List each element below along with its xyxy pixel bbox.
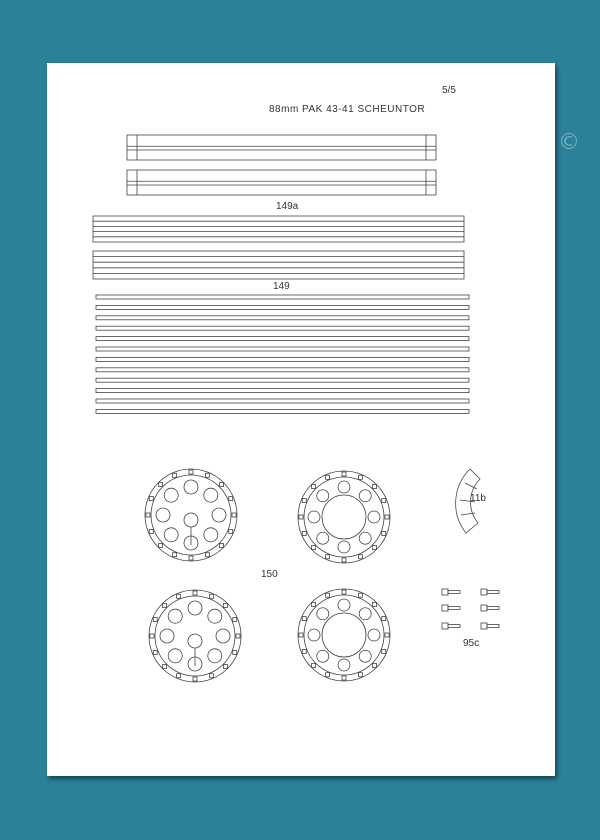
parts-drawing — [47, 63, 555, 776]
wheel-part-150-3 — [149, 590, 241, 682]
thin-strip-149 — [96, 316, 469, 320]
part-95c — [481, 623, 499, 629]
part-95c — [442, 623, 460, 629]
part-label-95c: 95c — [463, 638, 480, 649]
thin-strip-149 — [96, 347, 469, 351]
sheet-title: 88mm PAK 43-41 SCHEUNTOR — [269, 104, 426, 115]
strip-part-149a-1 — [93, 216, 464, 242]
thin-strip-149 — [96, 337, 469, 341]
thin-strip-149 — [96, 305, 469, 309]
part-label-11b: 11b — [470, 493, 486, 504]
part-95c — [481, 589, 499, 595]
part-95c — [481, 605, 499, 611]
part-label-149a: 149a — [276, 201, 299, 212]
thin-strip-149 — [96, 357, 469, 361]
thin-strip-149 — [96, 409, 469, 413]
copyright-watermark: © — [558, 130, 580, 155]
thin-strip-149 — [96, 368, 469, 372]
thin-strip-149 — [96, 389, 469, 393]
thin-strip-149 — [96, 295, 469, 299]
thin-strip-149 — [96, 399, 469, 403]
part-95c — [442, 589, 460, 595]
thin-strip-149 — [96, 378, 469, 382]
wheel-part-150-2 — [298, 471, 390, 563]
part-label-150: 150 — [261, 569, 278, 580]
page-number: 5/5 — [442, 85, 456, 96]
strip-part-149a-2 — [93, 251, 464, 279]
wheel-part-150-4 — [298, 589, 390, 681]
strip-parts — [93, 135, 469, 413]
template-sheet — [47, 63, 555, 776]
wheel-part-150-1 — [145, 469, 237, 561]
strip-part-top-2 — [127, 170, 436, 195]
strip-part-top-1 — [127, 135, 436, 160]
part-label-149: 149 — [273, 281, 290, 292]
thin-strip-149 — [96, 326, 469, 330]
part-95c — [442, 605, 460, 611]
